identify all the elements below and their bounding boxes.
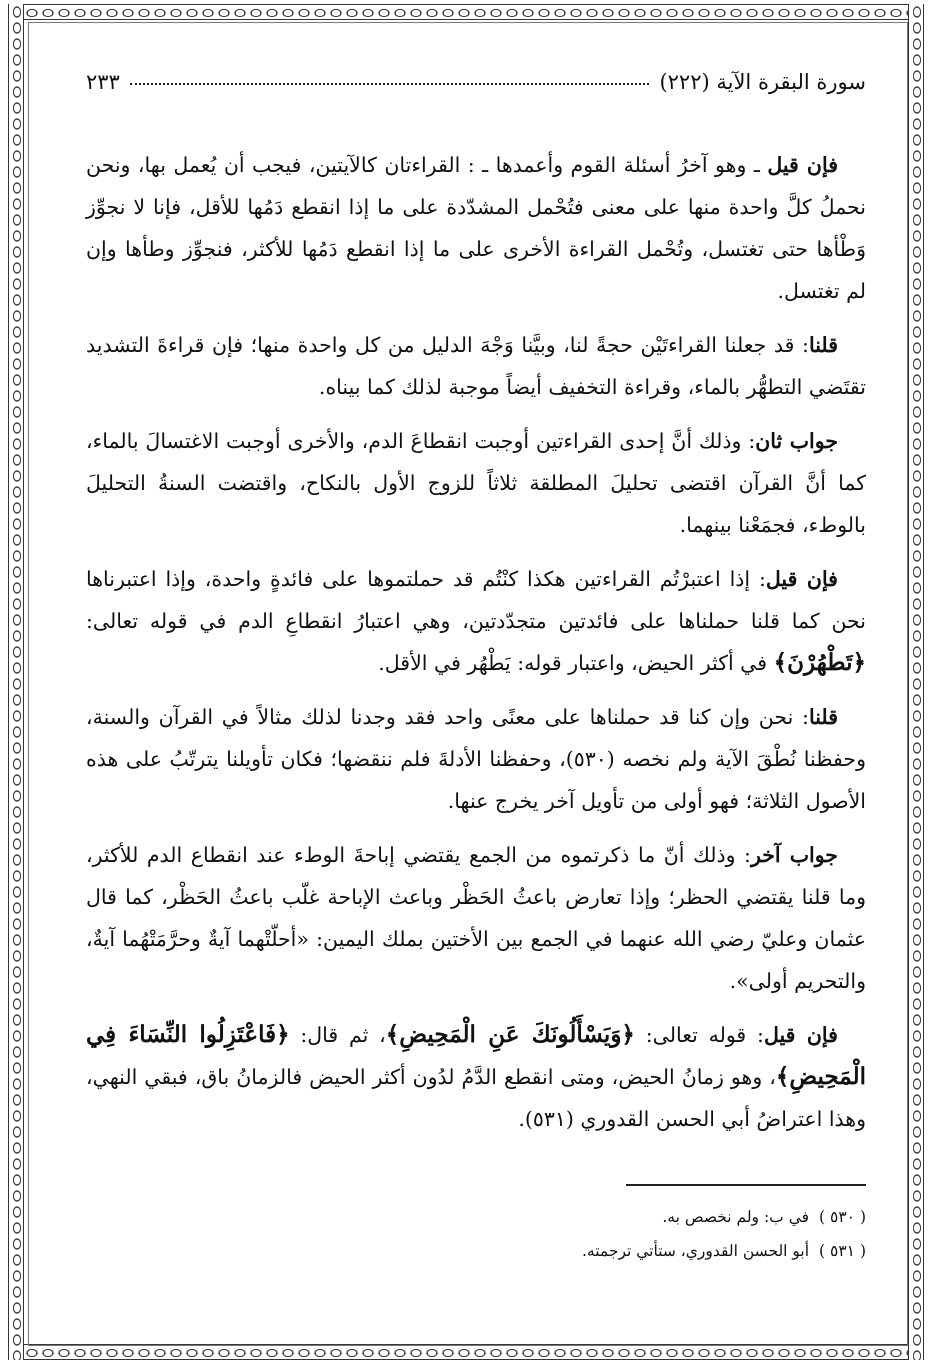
footnote-number: ( ٥٣٠ ) — [819, 1208, 866, 1226]
paragraph-text: في أكثر الحيض، واعتبار قوله: يَطْهُر في الأقل. — [378, 651, 774, 675]
quranic-verse: ﴿تَطْهُرْنَ﴾ — [773, 649, 866, 676]
paragraph-1 — [86, 144, 866, 312]
running-header — [86, 70, 866, 110]
paragraph-text: ـ وهو آخرُ أسئلة القوم وأعمدها ـ : القراءتان كالآيتين، فيجب أن يُعمل بها، ونحن نحملُ كلَّ واحدة منها على معنى فتُحْمل المشدّدة على ما إذا انقطع دَمُها للأقل، فإنا لا نجوِّز وَطْأها حتى تغتسل، وتُحْمل القراءة الأخرى على ما إذا انقطع دَمُها للأكثر، فنجوِّز وطأها وإن لم تغتسل. — [86, 153, 866, 303]
page-number: ٢٣٣ — [86, 70, 120, 94]
header-dot-leader — [130, 83, 650, 85]
paragraph-lead: قلنا — [808, 705, 838, 729]
footnote-number: ( ٥٣١ ) — [819, 1242, 866, 1260]
footnote-530 — [86, 1200, 866, 1234]
paragraph-text: ، ثم قال: — [289, 1023, 386, 1047]
paragraph-lead: جواب ثان — [755, 429, 838, 453]
paragraph-text: : إذا اعتبرْتُم القراءتين هكذا كنْتُم قد حملتموها على فائدةٍ واحدة، وإذا اعتبرناها نحن كما قلنا حملناها على فائدتين متجدّدتين، وهي اعتبارُ انقطاعِ الدم في قوله تعالى: — [86, 567, 866, 633]
paragraph-lead: فإن قيل — [763, 1023, 838, 1047]
header-title: سورة البقرة الآية (٢٢٢) — [659, 70, 866, 94]
paragraph-lead: فإن قيل — [765, 567, 838, 591]
paragraph-text: : وذلك أنَّ إحدى القراءتين أوجبت انقطاعَ الدم، والأخرى أوجبت الاغتسالَ بالماء، كما أنَّ القرآن اقتضى تحليلَ المطلقة ثلاثاً للزوج الأول بالنكاح، واقتضت السنةُ التحليلَ بالوطء، فجمَعْنا بينهما. — [86, 429, 866, 537]
paragraph-lead: فإن قيل — [767, 153, 839, 177]
border-top — [8, 4, 924, 20]
paragraph-text: ، وهو زمانُ الحيض، ومتى انقطع الدَّمُ لدُون أكثر الحيض فالزمانُ باق، فبقي النهي، وهذا اعتراضُ أبي الحسن القدوري (٥٣١). — [86, 1065, 866, 1131]
paragraph-6 — [86, 834, 866, 1002]
paragraph-4 — [86, 558, 866, 684]
paragraph-text: : وذلك أنّ ما ذكرتموه من الجمع يقتضي إباحةَ الوطء عند انقطاع الدم للأكثر، وما قلنا يقتضي الحظر؛ وإذا تعارض باعثُ الحَظْر وباعث الإباحة غلّب باعثُ الحَظْر، كما قال عثمان وعليّ رضي الله عنهما في الجمع بين الأختين بملك اليمين: «أحلّتْهما آيةٌ وحرَّمَتْهُما آيةٌ، والتحريم أولى». — [86, 843, 866, 993]
paragraph-7 — [86, 1014, 866, 1140]
paragraph-text: : قوله تعالى: — [634, 1023, 764, 1047]
border-right — [908, 4, 924, 1360]
paragraph-text: : نحن وإن كنا قد حملناها على معنًى واحد فقد وجدنا لذلك مثالاً في القرآن والسنة، وحفظنا نُطْقَ الآية ولم نخصه (٥٣٠)، وحفظنا الأدلةَ فلم ننقضها؛ فكان تأويلنا يترتّبُ على هذه الأصول الثلاثة؛ فهو أولى من تأويل آخر يخرج عنها. — [86, 705, 866, 813]
border-bottom — [8, 1344, 924, 1360]
paragraph-5 — [86, 696, 866, 822]
footnotes — [86, 1200, 866, 1268]
paragraph-lead: جواب آخر — [750, 843, 838, 867]
footnote-531 — [86, 1234, 866, 1268]
page-content — [86, 70, 866, 1268]
footnote-text: في ب: ولم نخصص به. — [662, 1208, 810, 1226]
paragraph-lead: قلنا — [808, 333, 838, 357]
quranic-verse: ﴿وَيَسْأَلُونَكَ عَنِ الْمَحِيضِ﴾ — [385, 1021, 635, 1048]
footnote-text: أبو الحسن القدوري، ستأتي ترجمته. — [581, 1242, 810, 1260]
paragraph-text: : قد جعلنا القراءتَيْن حجةً لنا، وبيَّنا وَجْهَ الدليل من كل واحدة منها؛ فإن قراءةَ التشديد تقتَضي التطهُّر بالماء، وقراءة التخفيف أيضاً موجبة لذلك كما بيناه. — [86, 333, 866, 399]
footnote-rule — [626, 1184, 866, 1186]
quranic-verse: ﴿فَاعْتَزِلُوا النِّسَاءَ فِي الْمَحِيضِ﴾ — [86, 1021, 866, 1090]
paragraph-2 — [86, 324, 866, 408]
border-left — [8, 4, 24, 1360]
paragraph-3 — [86, 420, 866, 546]
